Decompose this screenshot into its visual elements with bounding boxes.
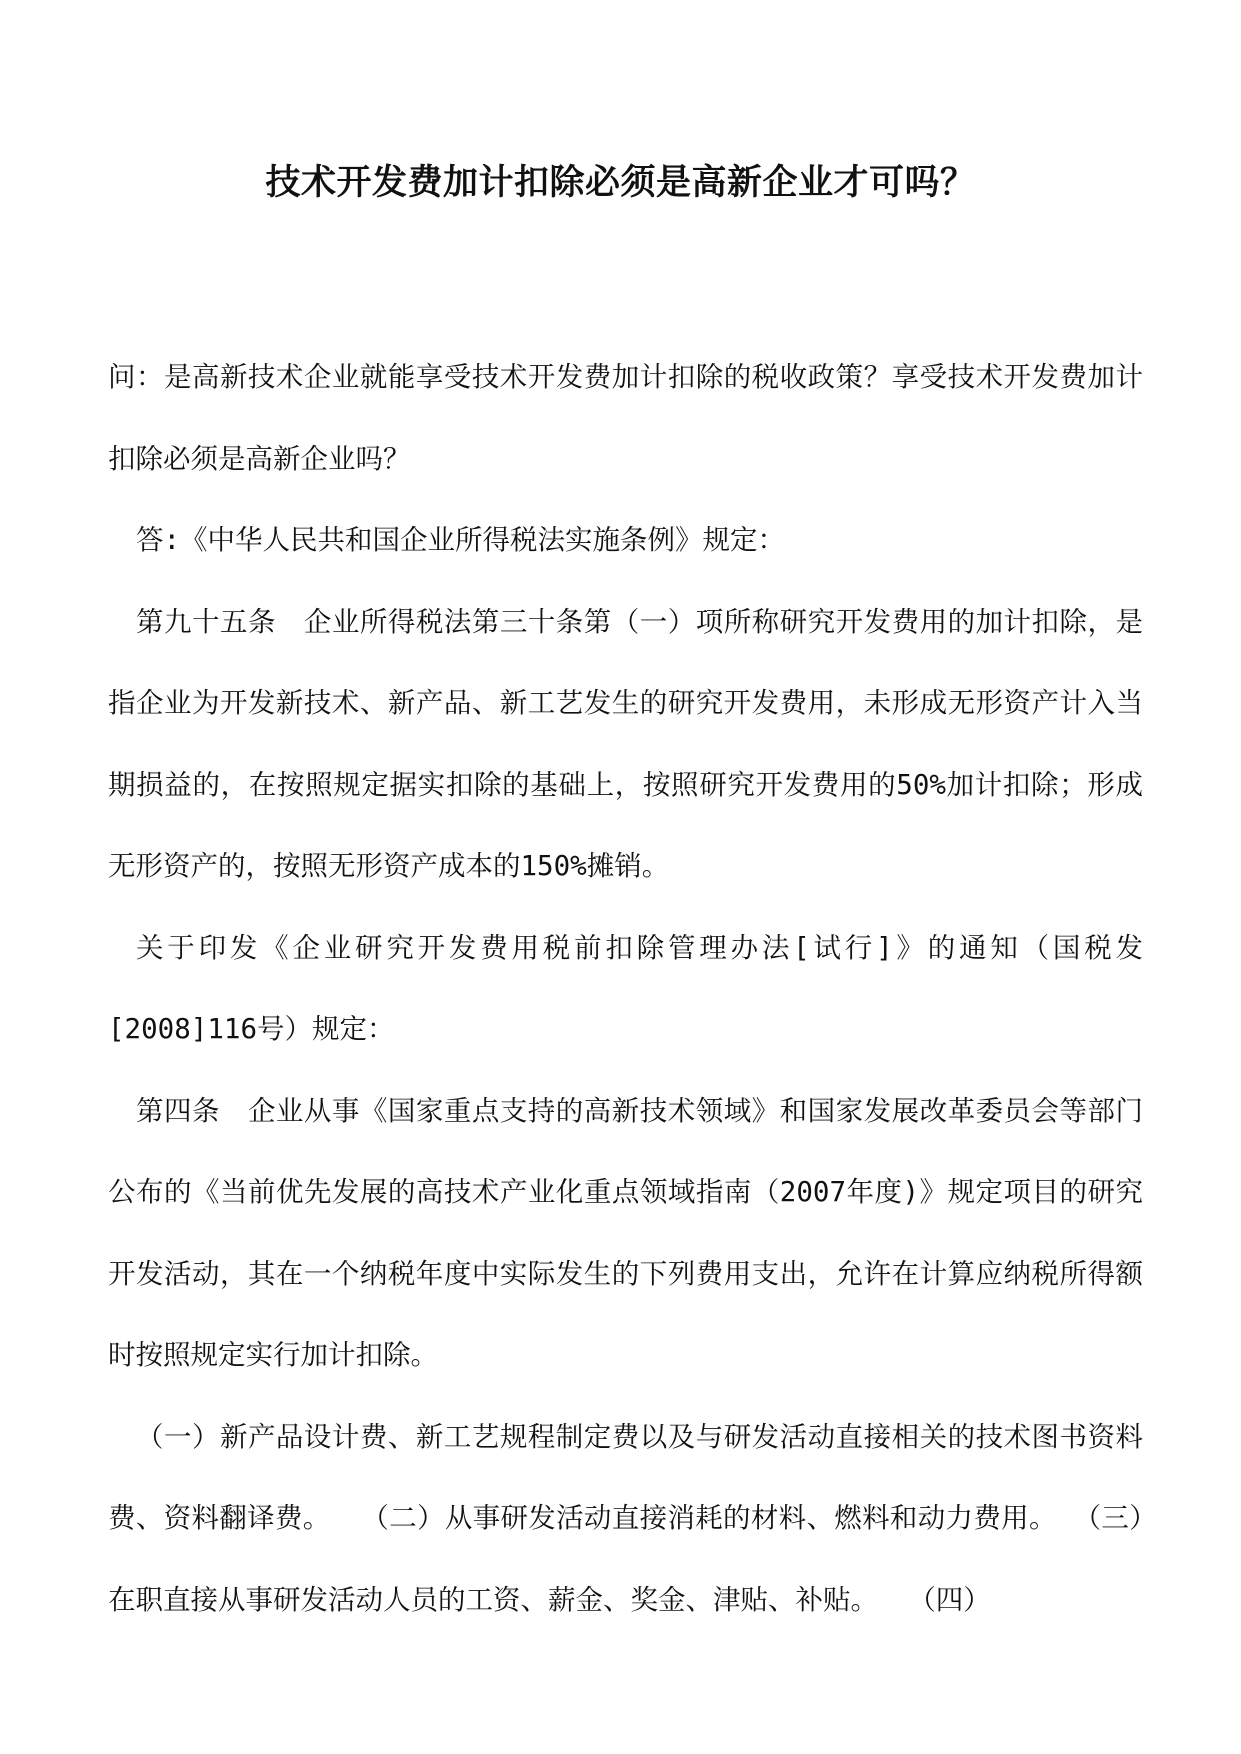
notice-reference-paragraph: 关于印发《企业研究开发费用税前扣除管理办法[试行]》的通知（国税发[2008]116号）规定： [108,931,1143,1045]
document-body [108,337,1143,1641]
answer-intro-paragraph: 答:《中华人民共和国企业所得税法实施条例》规定： [136,524,786,556]
question-paragraph: 问：是高新技术企业就能享受技术开发费加计扣除的税收政策？享受技术开发费加计扣除必须是高新企业吗？ [108,361,1143,475]
article-4-paragraph: 第四条 企业从事《国家重点支持的高新技术领域》和国家发展改革委员会等部门公布的《当前优先发展的高技术产业化重点领域指南（2007年度)》规定项目的研究开发活动，其在一个纳税年度中实际发生的下列费用支出，允许在计算应纳税所得额时按照规定实行加计扣除。 [108,1094,1143,1371]
document-title: 技术开发费加计扣除必须是高新企业才可吗？ [265,162,976,203]
expense-items-paragraph: （一）新产品设计费、新工艺规程制定费以及与研发活动直接相关的技术图书资料费、资料翻译费。 （二）从事研发活动直接消耗的材料、燃料和动力费用。 （三）在职直接从事研发活动人员的工资、薪金、奖金、津贴、补贴。 （四） [108,1420,1143,1616]
article-95-paragraph: 第九十五条 企业所得税法第三十条第（一）项所称研究开发费用的加计扣除，是指企业为开发新技术、新产品、新工艺发生的研究开发费用，未形成无形资产计入当期损益的，在按照规定据实扣除的基础上，按照研究开发费用的50%加计扣除；形成无形资产的，按照无形资产成本的150%摊销。 [108,605,1143,882]
